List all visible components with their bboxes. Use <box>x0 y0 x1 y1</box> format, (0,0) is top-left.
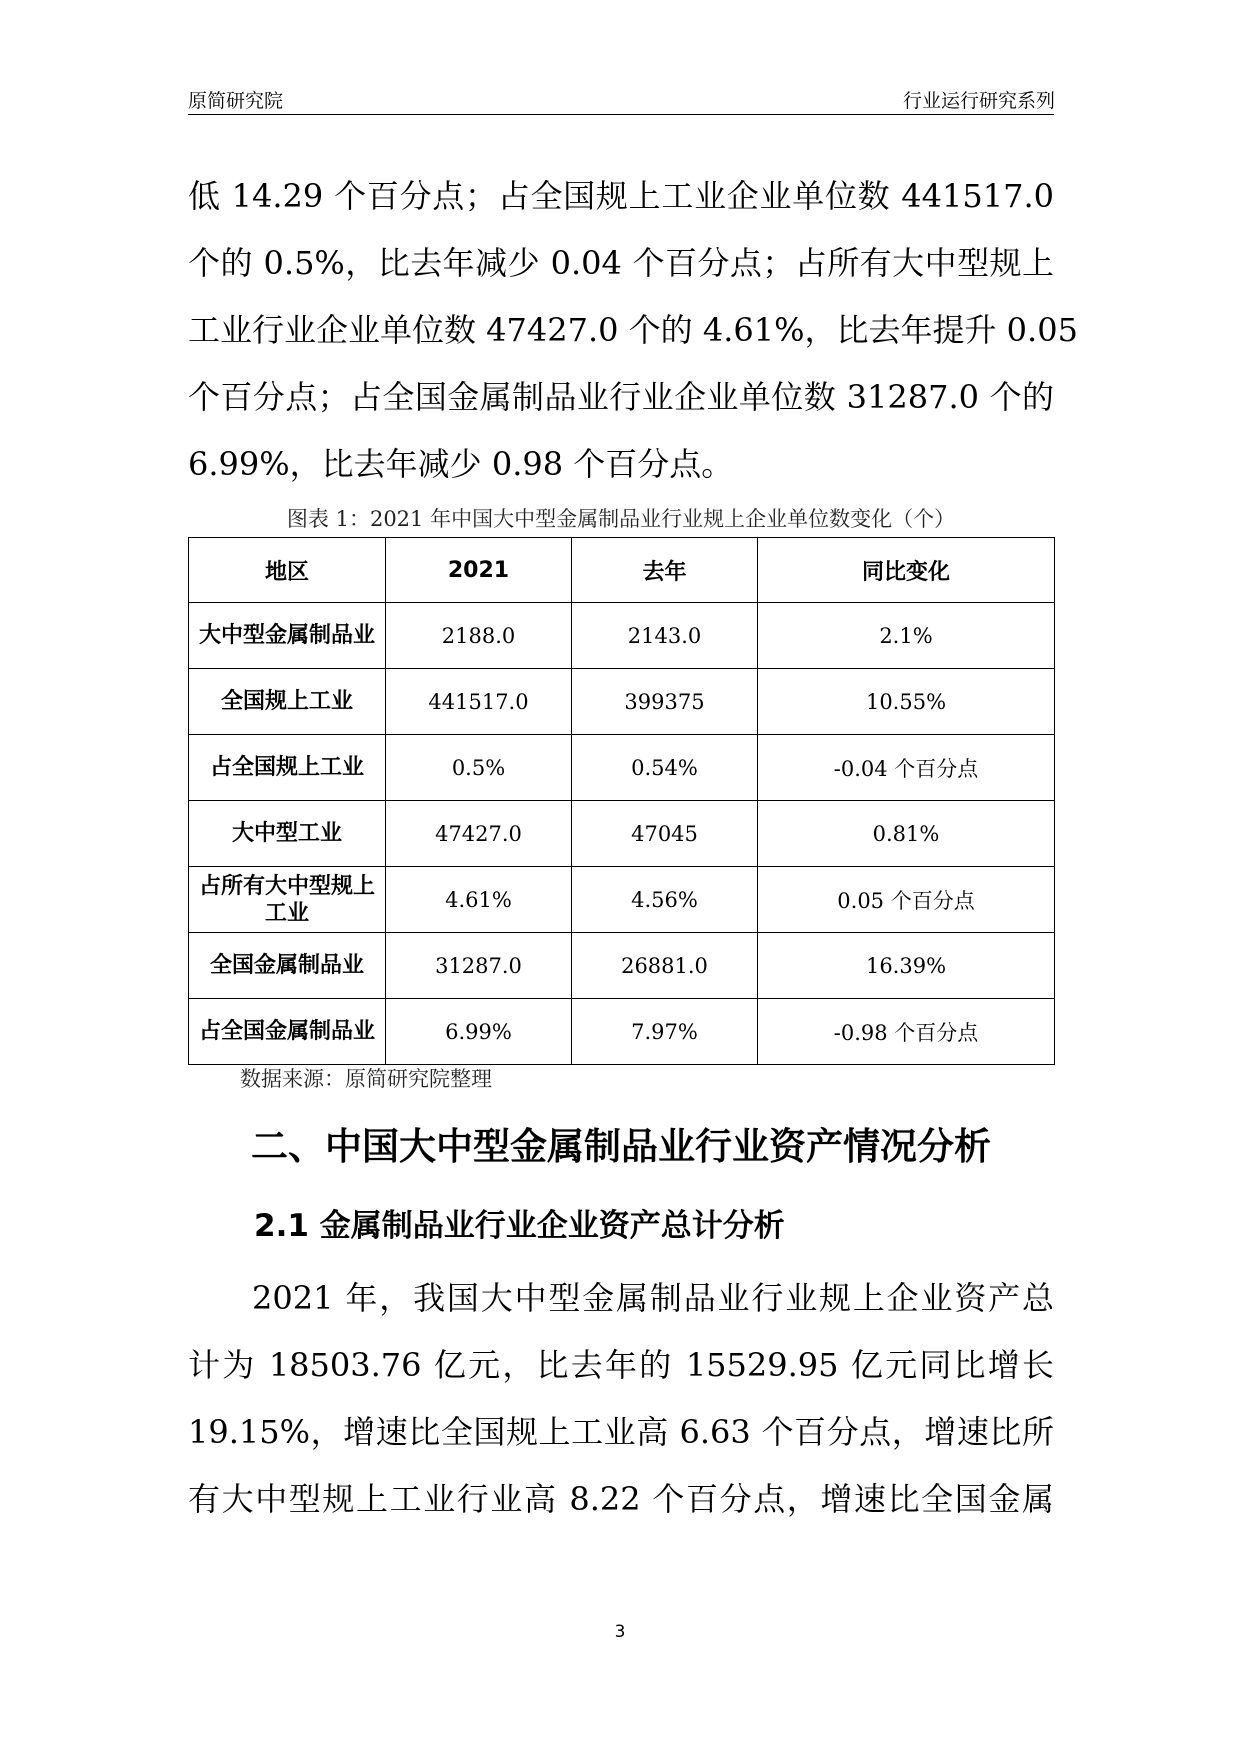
table-row <box>189 933 1055 999</box>
table-row <box>189 801 1055 867</box>
cell-yoy-change: 0.05 个百分点 <box>758 867 1055 933</box>
row-label: 占所有大中型规上工业 <box>189 867 386 933</box>
column-header-yoy-change: 同比变化 <box>758 538 1055 603</box>
table-row <box>189 867 1055 933</box>
paragraph-line: 低 14.29 个百分点；占全国规上工业企业单位数 441517.0 <box>188 177 1054 215</box>
data-source-note: 数据来源：原简研究院整理 <box>240 1067 492 1091</box>
header-series-title: 行业运行研究系列 <box>902 90 1055 112</box>
cell-2021: 31287.0 <box>386 933 572 999</box>
cell-last-year: 4.56% <box>572 867 758 933</box>
row-label: 大中型金属制品业 <box>189 603 386 669</box>
table-row <box>189 735 1055 801</box>
paragraph-line: 个的 0.5%，比去年减少 0.04 个百分点；占所有大中型规上 <box>188 244 1054 282</box>
cell-2021: 2188.0 <box>386 603 572 669</box>
section-heading: 二、中国大中型金属制品业行业资产情况分析 <box>251 1125 991 1168</box>
row-label: 全国金属制品业 <box>189 933 386 999</box>
paragraph-line: 个百分点；占全国金属制品业行业企业单位数 31287.0 个的 <box>188 378 1054 416</box>
table-header-row <box>189 538 1055 603</box>
paragraph-total-assets <box>188 1265 1054 1533</box>
row-label: 占全国金属制品业 <box>189 999 386 1065</box>
cell-yoy-change: -0.04 个百分点 <box>758 735 1055 801</box>
paragraph-line: 19.15%，增速比全国规上工业高 6.63 个百分点，增速比所 <box>188 1413 1054 1451</box>
subsection-heading: 2.1 金属制品业行业企业资产总计分析 <box>254 1208 785 1244</box>
column-header-last-year: 去年 <box>572 538 758 603</box>
paragraph-line: 6.99%，比去年减少 0.98 个百分点。 <box>188 445 734 483</box>
cell-yoy-change: 0.81% <box>758 801 1055 867</box>
cell-last-year: 2143.0 <box>572 603 758 669</box>
page-number: 3 <box>614 1622 626 1642</box>
row-label: 全国规上工业 <box>189 669 386 735</box>
cell-last-year: 399375 <box>572 669 758 735</box>
cell-last-year: 47045 <box>572 801 758 867</box>
column-header-region: 地区 <box>189 538 386 603</box>
row-label: 大中型工业 <box>189 801 386 867</box>
cell-last-year: 7.97% <box>572 999 758 1065</box>
table-row <box>189 999 1055 1065</box>
cell-2021: 47427.0 <box>386 801 572 867</box>
paragraph-line: 有大中型规上工业行业高 8.22 个百分点，增速比全国金属 <box>188 1480 1054 1518</box>
cell-yoy-change: 10.55% <box>758 669 1055 735</box>
column-header-2021: 2021 <box>386 538 572 603</box>
cell-2021: 6.99% <box>386 999 572 1065</box>
table-row <box>189 669 1055 735</box>
header-divider <box>188 114 1054 115</box>
paragraph-line: 工业行业企业单位数 47427.0 个的 4.61%，比去年提升 0.05 <box>188 311 1078 349</box>
table-caption: 图表 1：2021 年中国大中型金属制品业行业规上企业单位数变化（个） <box>286 507 956 531</box>
table-row <box>189 603 1055 669</box>
paragraph-unit-count <box>188 163 1078 498</box>
cell-last-year: 26881.0 <box>572 933 758 999</box>
cell-2021: 441517.0 <box>386 669 572 735</box>
cell-2021: 4.61% <box>386 867 572 933</box>
header-organization: 原简研究院 <box>188 90 284 112</box>
cell-last-year: 0.54% <box>572 735 758 801</box>
cell-yoy-change: 16.39% <box>758 933 1055 999</box>
cell-2021: 0.5% <box>386 735 572 801</box>
paragraph-line: 计为 18503.76 亿元，比去年的 15529.95 亿元同比增长 <box>188 1346 1054 1384</box>
row-label: 占全国规上工业 <box>189 735 386 801</box>
cell-yoy-change: 2.1% <box>758 603 1055 669</box>
paragraph-line: 2021 年，我国大中型金属制品业行业规上企业资产总 <box>252 1279 1054 1317</box>
cell-yoy-change: -0.98 个百分点 <box>758 999 1055 1065</box>
unit-count-table <box>188 537 1055 1065</box>
